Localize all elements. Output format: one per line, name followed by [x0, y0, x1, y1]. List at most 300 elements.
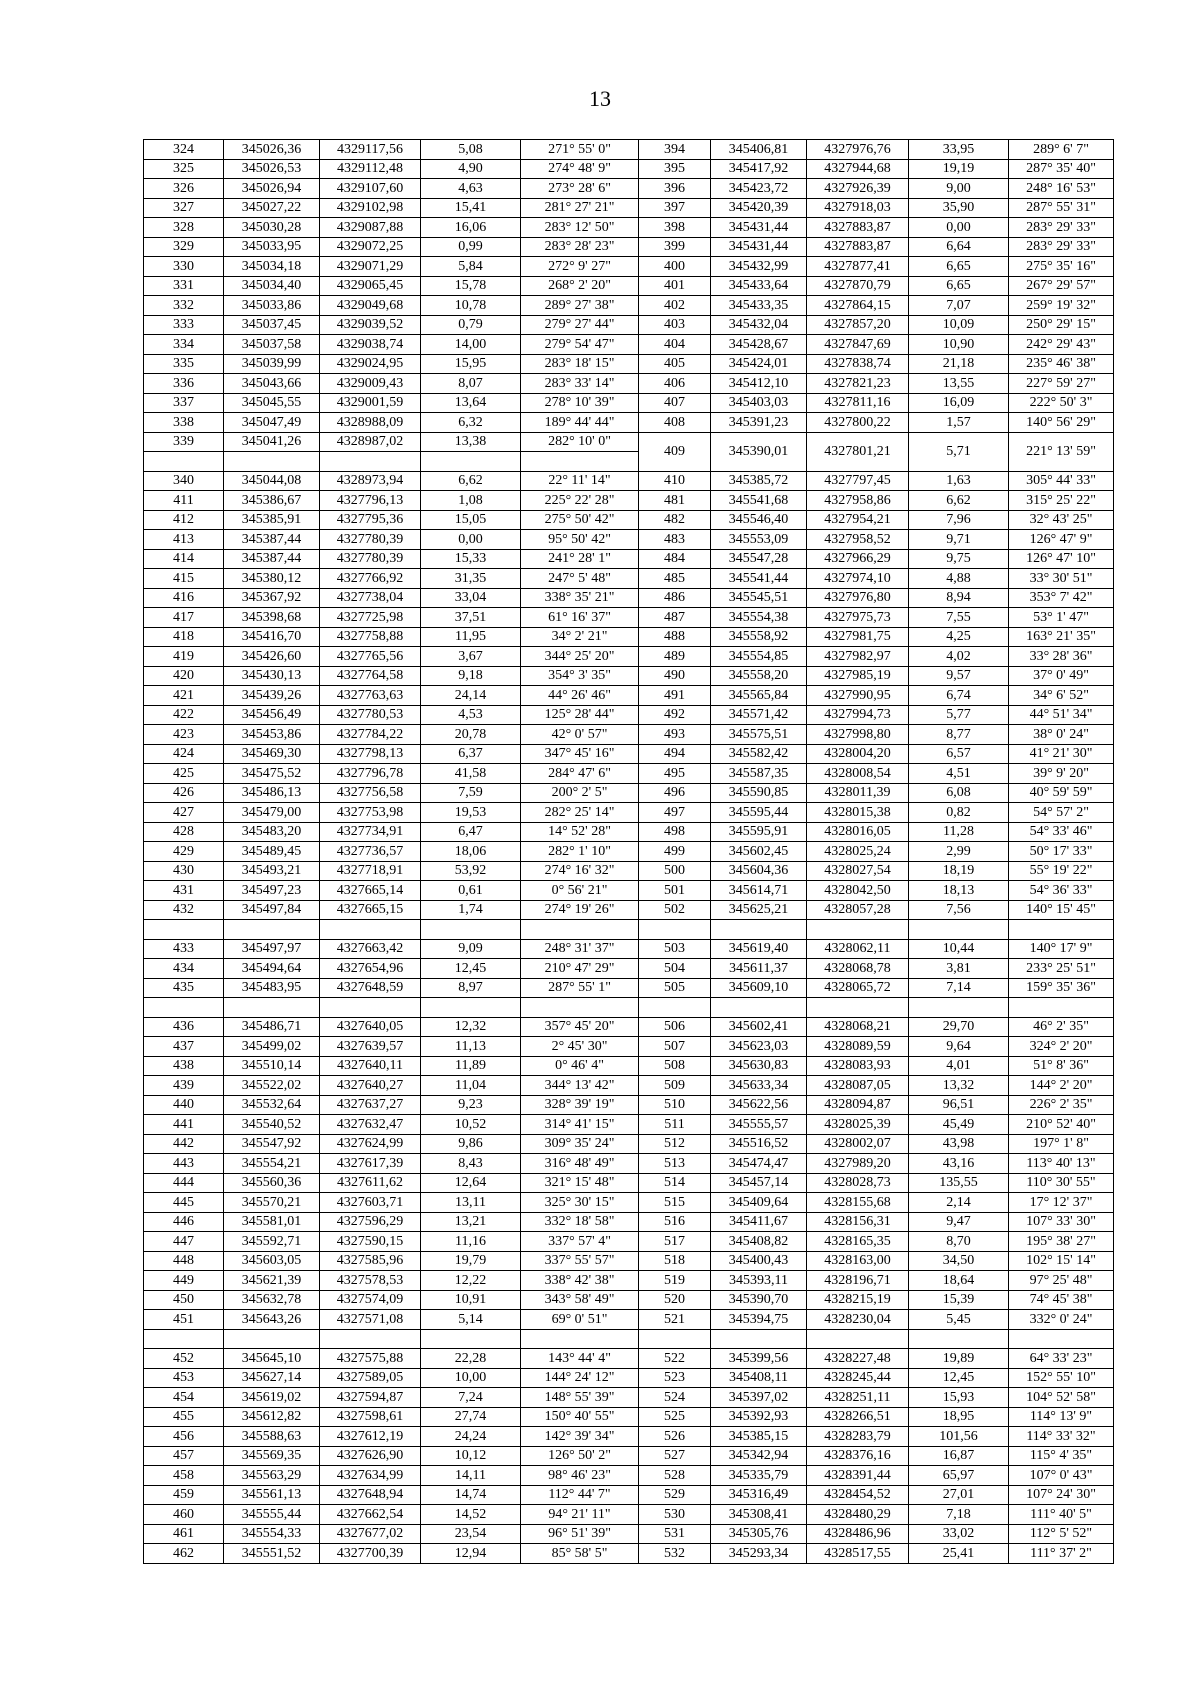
- table-cell: 345428,67: [711, 335, 807, 355]
- table-cell: 8,97: [421, 978, 521, 998]
- table-cell: 459: [144, 1485, 224, 1505]
- table-cell: 6,65: [909, 257, 1009, 277]
- table-cell: 332: [144, 296, 224, 316]
- table-cell: 27,01: [909, 1485, 1009, 1505]
- table-cell: 345041,26: [224, 432, 320, 452]
- table-row: [144, 608, 1114, 628]
- table-cell: 345432,04: [711, 315, 807, 335]
- table-cell: 338: [144, 413, 224, 433]
- table-cell: 11,04: [421, 1076, 521, 1096]
- table-cell: 519: [639, 1271, 711, 1291]
- table-cell: 345581,01: [224, 1212, 320, 1232]
- table-cell: 418: [144, 627, 224, 647]
- empty-cell: [421, 1329, 521, 1349]
- table-cell: 32° 43' 25": [1009, 510, 1114, 530]
- empty-cell: [144, 998, 224, 1018]
- table-cell: 12,22: [421, 1271, 521, 1291]
- table-row: [144, 1037, 1114, 1057]
- table-cell: 345619,02: [224, 1388, 320, 1408]
- table-cell: 50° 17' 33": [1009, 842, 1114, 862]
- table-cell: 4327784,22: [320, 725, 421, 745]
- table-cell: 401: [639, 276, 711, 296]
- table-cell: 227° 59' 27": [1009, 374, 1114, 394]
- coordinates-table: [143, 139, 1114, 1564]
- table-cell: 4328068,78: [807, 959, 909, 979]
- table-cell: 455: [144, 1407, 224, 1427]
- table-cell: 33° 28' 36": [1009, 647, 1114, 667]
- table-cell: 532: [639, 1544, 711, 1564]
- table-cell: 345554,21: [224, 1154, 320, 1174]
- table-cell: 446: [144, 1212, 224, 1232]
- table-cell: 445: [144, 1193, 224, 1213]
- table-cell: 4328283,79: [807, 1427, 909, 1447]
- table-cell: 11,28: [909, 822, 1009, 842]
- table-cell: 345558,92: [711, 627, 807, 647]
- table-cell: 345602,41: [711, 1017, 807, 1037]
- table-cell: 4328028,73: [807, 1173, 909, 1193]
- table-cell: 345547,28: [711, 549, 807, 569]
- table-cell: 4328015,38: [807, 803, 909, 823]
- table-cell: 416: [144, 588, 224, 608]
- table-cell: 275° 50' 42": [521, 510, 639, 530]
- table-cell: 422: [144, 705, 224, 725]
- table-cell: 4327796,13: [320, 491, 421, 511]
- table-cell: 345033,95: [224, 237, 320, 257]
- table-cell: 4327796,78: [320, 764, 421, 784]
- table-cell: 283° 29' 33": [1009, 218, 1114, 238]
- table-cell: 4327575,88: [320, 1349, 421, 1369]
- table-cell: 2,99: [909, 842, 1009, 862]
- table-cell: 13,32: [909, 1076, 1009, 1096]
- table-row: [144, 1485, 1114, 1505]
- table-cell: 51° 8' 36": [1009, 1056, 1114, 1076]
- table-cell: 4327985,19: [807, 666, 909, 686]
- table-cell: 2,14: [909, 1193, 1009, 1213]
- table-cell: 4327596,29: [320, 1212, 421, 1232]
- table-cell: 1,57: [909, 413, 1009, 433]
- table-cell: 424: [144, 744, 224, 764]
- table-cell: 345532,64: [224, 1095, 320, 1115]
- table-cell: 329: [144, 237, 224, 257]
- table-cell: 345611,37: [711, 959, 807, 979]
- empty-cell: [421, 920, 521, 940]
- table-cell: 345558,20: [711, 666, 807, 686]
- table-row: [144, 627, 1114, 647]
- table-cell: 332° 18' 58": [521, 1212, 639, 1232]
- table-cell: 126° 47' 10": [1009, 549, 1114, 569]
- table-cell: 345516,52: [711, 1134, 807, 1154]
- empty-cell: [909, 998, 1009, 1018]
- table-cell: 345386,67: [224, 491, 320, 511]
- table-cell: 4327665,15: [320, 900, 421, 920]
- table-cell: 448: [144, 1251, 224, 1271]
- table-cell: 345335,79: [711, 1466, 807, 1486]
- table-cell: 345621,39: [224, 1271, 320, 1291]
- table-row: [144, 1310, 1114, 1330]
- table-cell: 4328230,04: [807, 1310, 909, 1330]
- table-cell: 345469,30: [224, 744, 320, 764]
- table-cell: 6,57: [909, 744, 1009, 764]
- table-cell: 4327975,73: [807, 608, 909, 628]
- empty-cell: [711, 1329, 807, 1349]
- table-row: [144, 783, 1114, 803]
- table-cell: 340: [144, 471, 224, 491]
- table-cell: 140° 17' 9": [1009, 939, 1114, 959]
- table-cell: 315° 25' 22": [1009, 491, 1114, 511]
- table-cell: 12,32: [421, 1017, 521, 1037]
- table-row: [144, 1505, 1114, 1525]
- table-cell: 343° 58' 49": [521, 1290, 639, 1310]
- table-cell: 9,23: [421, 1095, 521, 1115]
- table-cell: 4329102,98: [320, 198, 421, 218]
- table-cell: 345398,68: [224, 608, 320, 628]
- table-cell: 345510,14: [224, 1056, 320, 1076]
- table-cell: 314° 41' 15": [521, 1115, 639, 1135]
- table-cell: 505: [639, 978, 711, 998]
- table-row: [144, 861, 1114, 881]
- empty-cell: [1009, 920, 1114, 940]
- table-cell: 4327598,61: [320, 1407, 421, 1427]
- table-cell: 345474,47: [711, 1154, 807, 1174]
- table-row: [144, 1212, 1114, 1232]
- table-cell: 15,93: [909, 1388, 1009, 1408]
- table-cell: 4327976,80: [807, 588, 909, 608]
- table-cell: 7,55: [909, 608, 1009, 628]
- table-cell: 438: [144, 1056, 224, 1076]
- table-cell: 4328251,11: [807, 1388, 909, 1408]
- table-cell: 0,99: [421, 237, 521, 257]
- table-cell: 11,13: [421, 1037, 521, 1057]
- table-cell: 345632,78: [224, 1290, 320, 1310]
- table-cell: 113° 40' 13": [1009, 1154, 1114, 1174]
- table-cell: 345494,64: [224, 959, 320, 979]
- table-cell: 518: [639, 1251, 711, 1271]
- table-cell: 530: [639, 1505, 711, 1525]
- table-cell: 44° 51' 34": [1009, 705, 1114, 725]
- table-cell: 462: [144, 1544, 224, 1564]
- table-cell: 125° 28' 44": [521, 705, 639, 725]
- table-row: [144, 666, 1114, 686]
- empty-cell: [807, 1329, 909, 1349]
- table-cell: 4327617,39: [320, 1154, 421, 1174]
- table-cell: 0,82: [909, 803, 1009, 823]
- table-cell: 4327864,15: [807, 296, 909, 316]
- table-cell: 4327589,05: [320, 1368, 421, 1388]
- table-cell: 345026,94: [224, 179, 320, 199]
- table-cell: 98° 46' 23": [521, 1466, 639, 1486]
- table-row: [144, 276, 1114, 296]
- table-cell: 4327797,45: [807, 471, 909, 491]
- table-cell: 345431,44: [711, 237, 807, 257]
- table-cell: 4328062,11: [807, 939, 909, 959]
- table-cell: 4327765,56: [320, 647, 421, 667]
- table-cell: 278° 10' 39": [521, 393, 639, 413]
- table-cell: 6,64: [909, 237, 1009, 257]
- table-row: [144, 140, 1114, 160]
- table-cell: 39° 9' 20": [1009, 764, 1114, 784]
- empty-cell: [807, 998, 909, 1018]
- table-cell: 279° 27' 44": [521, 315, 639, 335]
- table-cell: 0,00: [421, 530, 521, 550]
- table-cell: 13,64: [421, 393, 521, 413]
- table-cell: 345587,35: [711, 764, 807, 784]
- table-cell: 5,14: [421, 1310, 521, 1330]
- table-cell: 345400,43: [711, 1251, 807, 1271]
- table-cell: 4328011,39: [807, 783, 909, 803]
- table-cell: 4327624,99: [320, 1134, 421, 1154]
- table-cell: 34° 2' 21": [521, 627, 639, 647]
- table-cell: 4327637,27: [320, 1095, 421, 1115]
- table-cell: 4327780,39: [320, 530, 421, 550]
- table-cell: 126° 50' 2": [521, 1446, 639, 1466]
- table-cell: 248° 31' 37": [521, 939, 639, 959]
- table-cell: 345493,21: [224, 861, 320, 881]
- table-cell: 45,49: [909, 1115, 1009, 1135]
- table-cell: 18,95: [909, 1407, 1009, 1427]
- table-row: [144, 413, 1114, 433]
- table-cell: 345392,93: [711, 1407, 807, 1427]
- table-cell: 309° 35' 24": [521, 1134, 639, 1154]
- table-row: [144, 1368, 1114, 1388]
- table-cell: 148° 55' 39": [521, 1388, 639, 1408]
- table-cell: 19,53: [421, 803, 521, 823]
- table-cell: 4328008,54: [807, 764, 909, 784]
- table-cell: 107° 24' 30": [1009, 1485, 1114, 1505]
- table-row: [144, 1154, 1114, 1174]
- table-cell: 4328025,24: [807, 842, 909, 862]
- table-cell: 283° 18' 15": [521, 354, 639, 374]
- table-cell: 85° 58' 5": [521, 1544, 639, 1564]
- table-cell: 508: [639, 1056, 711, 1076]
- table-cell: 6,32: [421, 413, 521, 433]
- table-cell: 4327954,21: [807, 510, 909, 530]
- table-cell: 345403,03: [711, 393, 807, 413]
- table-row: [144, 198, 1114, 218]
- table-cell: 453: [144, 1368, 224, 1388]
- table-cell: 4327677,02: [320, 1524, 421, 1544]
- table-cell: 74° 45' 38": [1009, 1290, 1114, 1310]
- table-cell: 0° 46' 4": [521, 1056, 639, 1076]
- table-cell: 345426,60: [224, 647, 320, 667]
- table-cell: 345612,82: [224, 1407, 320, 1427]
- table-row: [144, 393, 1114, 413]
- table-cell: 4327998,80: [807, 725, 909, 745]
- table-cell: 4,90: [421, 159, 521, 179]
- table-cell: 43,98: [909, 1134, 1009, 1154]
- table-cell: 4329009,43: [320, 374, 421, 394]
- table-cell: 399: [639, 237, 711, 257]
- table-cell: 4327883,87: [807, 237, 909, 257]
- table-cell: 10,09: [909, 315, 1009, 335]
- table-cell: 140° 15' 45": [1009, 900, 1114, 920]
- table-cell: 13,21: [421, 1212, 521, 1232]
- table-row: [144, 1466, 1114, 1486]
- empty-cell: [1009, 998, 1114, 1018]
- table-cell: 34° 6' 52": [1009, 686, 1114, 706]
- table-cell: 4327800,22: [807, 413, 909, 433]
- table-cell: 524: [639, 1388, 711, 1408]
- table-cell: 484: [639, 549, 711, 569]
- table-row: [144, 315, 1114, 335]
- table-cell: 7,59: [421, 783, 521, 803]
- table-cell: 439: [144, 1076, 224, 1096]
- table-cell: 345541,44: [711, 569, 807, 589]
- table-cell: 11,16: [421, 1232, 521, 1252]
- table-cell: 7,56: [909, 900, 1009, 920]
- table-cell: 18,06: [421, 842, 521, 862]
- table-cell: 4329065,45: [320, 276, 421, 296]
- table-cell: 1,74: [421, 900, 521, 920]
- table-cell: 345486,71: [224, 1017, 320, 1037]
- table-cell: 345430,13: [224, 666, 320, 686]
- table-cell: 498: [639, 822, 711, 842]
- table-cell: 15,05: [421, 510, 521, 530]
- table-cell: 345387,44: [224, 530, 320, 550]
- table-cell: 345551,52: [224, 1544, 320, 1564]
- table-cell: 338° 35' 21": [521, 588, 639, 608]
- table-cell: 345625,21: [711, 900, 807, 920]
- table-cell: 4327594,87: [320, 1388, 421, 1408]
- table-cell: 345044,08: [224, 471, 320, 491]
- table-cell: 345390,01: [711, 432, 807, 471]
- table-cell: 61° 16' 37": [521, 608, 639, 628]
- table-cell: 345423,72: [711, 179, 807, 199]
- table-cell: 4327758,88: [320, 627, 421, 647]
- table-cell: 503: [639, 939, 711, 959]
- table-cell: 4,88: [909, 569, 1009, 589]
- table-cell: 31,35: [421, 569, 521, 589]
- table-cell: 396: [639, 179, 711, 199]
- table-cell: 345475,52: [224, 764, 320, 784]
- table-cell: 9,86: [421, 1134, 521, 1154]
- table-cell: 7,07: [909, 296, 1009, 316]
- table-row: [144, 764, 1114, 784]
- table-cell: 4327918,03: [807, 198, 909, 218]
- table-cell: 54° 33' 46": [1009, 822, 1114, 842]
- table-cell: 241° 28' 1": [521, 549, 639, 569]
- table-cell: 447: [144, 1232, 224, 1252]
- table-cell: 4327847,69: [807, 335, 909, 355]
- table-cell: 15,41: [421, 198, 521, 218]
- table-cell: 282° 1' 10": [521, 842, 639, 862]
- table-cell: 53,92: [421, 861, 521, 881]
- spacer-row: [144, 998, 1114, 1018]
- table-cell: 4329001,59: [320, 393, 421, 413]
- table-cell: 5,45: [909, 1310, 1009, 1330]
- table-cell: 345316,49: [711, 1485, 807, 1505]
- table-row: [144, 218, 1114, 238]
- table-cell: 282° 10' 0": [521, 432, 639, 452]
- table-cell: 520: [639, 1290, 711, 1310]
- table-cell: 345540,52: [224, 1115, 320, 1135]
- table-cell: 4327611,62: [320, 1173, 421, 1193]
- table-cell: 345308,41: [711, 1505, 807, 1525]
- table-cell: 22° 11' 14": [521, 471, 639, 491]
- table-cell: 13,38: [421, 432, 521, 452]
- table-cell: 443: [144, 1154, 224, 1174]
- table-cell: 402: [639, 296, 711, 316]
- empty-cell: [144, 1329, 224, 1349]
- empty-cell: [807, 920, 909, 940]
- table-cell: 4328163,00: [807, 1251, 909, 1271]
- table-cell: 20,78: [421, 725, 521, 745]
- table-cell: 25,41: [909, 1544, 1009, 1564]
- table-cell: 509: [639, 1076, 711, 1096]
- empty-cell: [421, 998, 521, 1018]
- table-cell: 16,06: [421, 218, 521, 238]
- table-cell: 345554,85: [711, 647, 807, 667]
- table-row: [144, 1524, 1114, 1544]
- table-cell: 407: [639, 393, 711, 413]
- table-cell: 12,64: [421, 1173, 521, 1193]
- table-cell: 345432,99: [711, 257, 807, 277]
- table-cell: 345541,68: [711, 491, 807, 511]
- table-cell: 345609,10: [711, 978, 807, 998]
- table-cell: 335: [144, 354, 224, 374]
- table-cell: 345416,70: [224, 627, 320, 647]
- table-cell: 345026,36: [224, 140, 320, 160]
- table-row: [144, 1349, 1114, 1369]
- empty-cell: [909, 1329, 1009, 1349]
- table-cell: 327: [144, 198, 224, 218]
- table-cell: 4327838,74: [807, 354, 909, 374]
- table-cell: 4328245,44: [807, 1368, 909, 1388]
- table-cell: 345433,35: [711, 296, 807, 316]
- table-cell: 11,89: [421, 1056, 521, 1076]
- table-cell: 8,94: [909, 588, 1009, 608]
- table-cell: 225° 22' 28": [521, 491, 639, 511]
- table-cell: 44° 26' 46": [521, 686, 639, 706]
- table-row: [144, 257, 1114, 277]
- empty-cell: [224, 920, 320, 940]
- table-cell: 4327966,29: [807, 549, 909, 569]
- table-cell: 33,02: [909, 1524, 1009, 1544]
- table-cell: 33,95: [909, 140, 1009, 160]
- table-cell: 423: [144, 725, 224, 745]
- table-cell: 13,55: [909, 374, 1009, 394]
- table-cell: 4327578,53: [320, 1271, 421, 1291]
- table-cell: 96° 51' 39": [521, 1524, 639, 1544]
- table-cell: 345570,21: [224, 1193, 320, 1213]
- table-cell: 6,37: [421, 744, 521, 764]
- table-cell: 412: [144, 510, 224, 530]
- table-cell: 512: [639, 1134, 711, 1154]
- table-cell: 18,13: [909, 881, 1009, 901]
- table-cell: 22,28: [421, 1349, 521, 1369]
- table-cell: 8,07: [421, 374, 521, 394]
- table-cell: 331: [144, 276, 224, 296]
- table-row: [144, 1427, 1114, 1447]
- table-cell: 9,00: [909, 179, 1009, 199]
- table-row: [144, 1251, 1114, 1271]
- table-cell: 222° 50' 3": [1009, 393, 1114, 413]
- table-cell: 10,78: [421, 296, 521, 316]
- table-row: [144, 588, 1114, 608]
- table-cell: 40° 59' 59": [1009, 783, 1114, 803]
- table-row: [144, 510, 1114, 530]
- table-row: [144, 1076, 1114, 1096]
- table-cell: 345027,22: [224, 198, 320, 218]
- table-cell: 4327665,14: [320, 881, 421, 901]
- table-row: [144, 179, 1114, 199]
- table-cell: 511: [639, 1115, 711, 1135]
- table-cell: 10,12: [421, 1446, 521, 1466]
- table-cell: 4328057,28: [807, 900, 909, 920]
- empty-cell: [639, 998, 711, 1018]
- table-cell: 4327640,27: [320, 1076, 421, 1096]
- table-row: [144, 354, 1114, 374]
- table-cell: 345554,38: [711, 608, 807, 628]
